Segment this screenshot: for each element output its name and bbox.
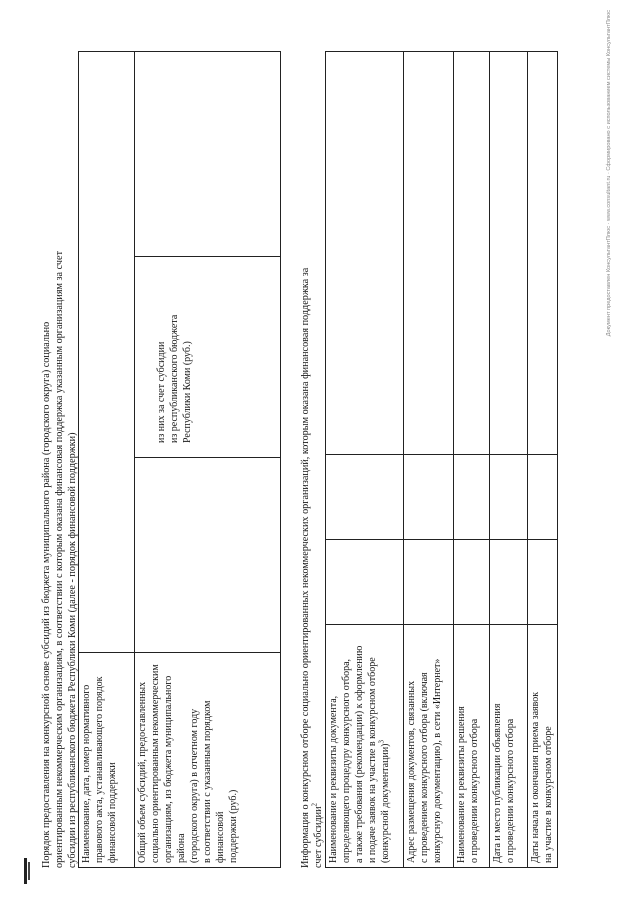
table2-row-internet-cell-2[interactable] [404, 455, 454, 540]
table1-sub-value[interactable] [135, 51, 280, 257]
competition-table [325, 51, 558, 868]
rotated-content [38, 40, 598, 880]
table2-row-publication [490, 52, 528, 868]
section2-heading [300, 52, 325, 868]
table1-row-total [135, 52, 281, 868]
table2-row-documents-cell-2[interactable] [326, 455, 404, 540]
table1-row-total-value[interactable] [135, 458, 281, 653]
table2-row-decision [454, 52, 490, 868]
table2-row-dates-cell-2[interactable] [528, 455, 558, 540]
table2-row-documents-footnote: 3 [377, 740, 386, 744]
intro-line-3: субсидии из республиканского бюджета Республики Коми (далее - порядок финансовой поддержки) [67, 432, 78, 868]
table2-row-publication-label: Дата и место публикации объявления о проведении конкурсного отбора [490, 625, 528, 868]
table1-row-act-label: Наименование, дата, номер нормативного правового акта, устанавливающего порядок финансовой поддержки [79, 653, 135, 868]
table1-row-act [79, 52, 135, 868]
table2-row-documents-cell-3[interactable] [326, 52, 404, 455]
table1-row-total-sub [135, 52, 281, 458]
table2-row-publication-cell-1[interactable] [490, 540, 528, 625]
table1-subtable [135, 51, 280, 457]
table2-row-internet [404, 52, 454, 868]
table1-sub-label: из них за счет субсидии из республиканского бюджета Республики Коми (руб.) [135, 257, 280, 457]
table2-row-dates-label: Даты начала и окончания приема заявок на участие в конкурсном отборе [528, 625, 558, 868]
table2-row-documents [326, 52, 404, 868]
intro-line-2: ориентированным некоммерческим организациям, в соответствии с которым оказана финансовая поддержка указанным организациям за счет [54, 250, 65, 868]
financial-support-table [78, 51, 281, 868]
table2-row-internet-label: Адрес размещения документов, связанных с проведением конкурсного отбора (включая конкурсную документацию), в сети «Интернет» [404, 625, 454, 868]
section2-line-1: Информация о конкурсном отборе социально ориентированных некоммерческих организаций, которым оказана финансовая поддержка за [300, 267, 311, 868]
table2-row-decision-cell-2[interactable] [454, 455, 490, 540]
table1-row-act-value[interactable] [79, 52, 135, 653]
vertical-footer-text: Документ предоставлен КонсультантПлюс · www.consultant.ru · Сформировано с использованием системы КонсультантПлюс [606, 10, 612, 337]
table2-row-decision-cell-1[interactable] [454, 540, 490, 625]
table1-row-total-label: Общий объем субсидий, предоставленных социально ориентированным некоммерческим организациям, из бюджета муниципального района (городского округа) в отчетном году в соответствии с указанным порядком финансовой поддержки (руб.) [135, 653, 281, 868]
table2-row-documents-label [326, 625, 404, 868]
table2-row-dates-cell-1[interactable] [528, 540, 558, 625]
table2-row-decision-cell-3[interactable] [454, 52, 490, 455]
table2-row-decision-label: Наименование и реквизиты решения о проведении конкурсного отбора [454, 625, 490, 868]
section2-line-2: счет субсидии [312, 806, 324, 868]
intro-line-1: Порядок предоставления на конкурсной основе субсидий из бюджета муниципального района (городского округа) социально [41, 321, 52, 868]
table2-row-documents-cell-1[interactable] [326, 540, 404, 625]
table2-row-documents-text: Наименование и реквизиты документа, определяющего процедуру конкурсного отбора, а также требования (рекомендации) к оформлению и подаче заявок на участие в конкурсном отборе (конкурсной документации) [328, 645, 391, 863]
table2-row-internet-cell-1[interactable] [404, 540, 454, 625]
table2-row-internet-cell-3[interactable] [404, 52, 454, 455]
table2-row-publication-cell-3[interactable] [490, 52, 528, 455]
section2-footnote: 2 [310, 802, 319, 807]
table2-row-publication-cell-2[interactable] [490, 455, 528, 540]
table2-row-dates [528, 52, 558, 868]
table2-row-dates-cell-3[interactable] [528, 52, 558, 455]
intro-paragraph [40, 52, 79, 868]
